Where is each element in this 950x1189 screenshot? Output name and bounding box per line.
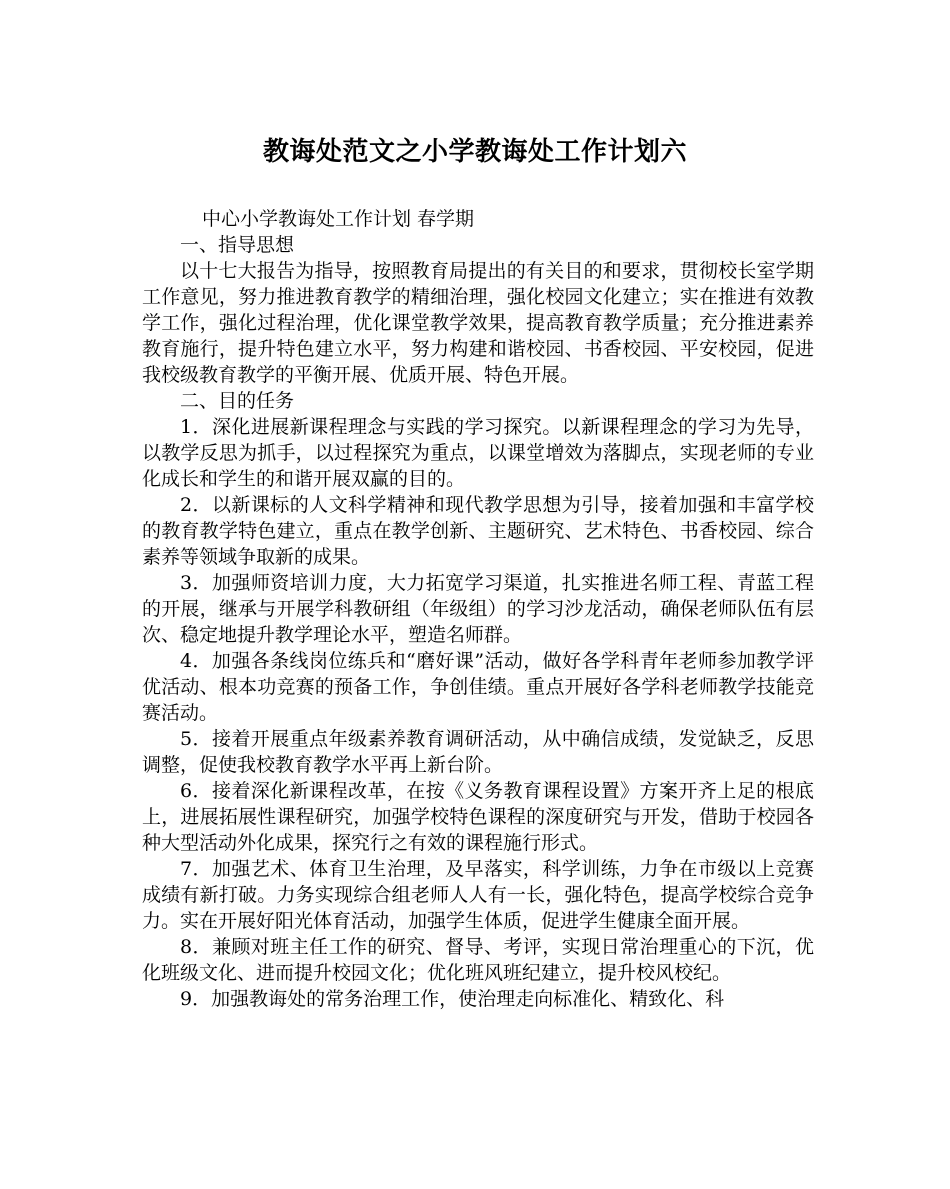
document-body (142, 206, 814, 1012)
document-subtitle: 中心小学教诲处工作计划 春学期 (202, 208, 475, 230)
section-heading-objectives: 二、目的任务 (180, 390, 295, 412)
paragraph-guiding-ideology: 以十七大报告为指导，按照教育局提出的有关目的和要求，贯彻校长室学期工作意见，努力推进教育教学的精细治理，强化校园文化建立；实在推进有效教学工作，强化过程治理，优化课堂教学效果，提高教育教学质量；充分推进素养教育施行，提升特色建立水平，努力构建和谐校园、书香校园、平安校园，促进我校级教育教学的平衡开展、优质开展、特色开展。 (142, 260, 814, 386)
objective-item-1: 1．深化进展新课程理念与实践的学习探究。以新课程理念的学习为先导，以教学反思为抓手，以过程探究为重点，以课堂增效为落脚点，实现老师的专业化成长和学生的和谐开展双赢的目的。 (142, 416, 814, 490)
section-heading-guiding-ideology: 一、指导思想 (180, 234, 295, 256)
objective-item-6: 6．接着深化新课程改革，在按《义务教育课程设置》方案开齐上足的根底上，进展拓展性课程研究，加强学校特色课程的深度研究与开发，借助于校园各种大型活动外化成果，探究行之有效的课程施行形式。 (142, 780, 814, 854)
objective-item-9: 9．加强教诲处的常务治理工作，使治理走向标准化、精致化、科 (180, 988, 725, 1010)
document-title: 教诲处范文之小学教诲处工作计划六 (262, 137, 687, 167)
objective-item-5: 5．接着开展重点年级素养教育调研活动，从中确信成绩，发觉缺乏，反思调整，促使我校教育教学水平再上新台阶。 (142, 728, 814, 776)
objective-item-2: 2．以新课标的人文科学精神和现代教学思想为引导，接着加强和丰富学校的教育教学特色建立，重点在教学创新、主题研究、艺术特色、书香校园、综合素养等领域争取新的成果。 (142, 494, 814, 568)
objective-item-8: 8．兼顾对班主任工作的研究、督导、考评，实现日常治理重心的下沉，优化班级文化、进而提升校园文化；优化班风班纪建立，提升校风校纪。 (142, 936, 814, 984)
objective-item-7: 7．加强艺术、体育卫生治理，及早落实，科学训练，力争在市级以上竞赛成绩有新打破。力务实现综合组老师人人有一长，强化特色，提高学校综合竞争力。实在开展好阳光体育活动，加强学生体质，促进学生健康全面开展。 (142, 858, 814, 932)
objective-item-3: 3．加强师资培训力度，大力拓宽学习渠道，扎实推进名师工程、青蓝工程的开展，继承与开展学科教研组（年级组）的学习沙龙活动，确保老师队伍有层次、稳定地提升教学理论水平，塑造名师群。 (142, 572, 814, 646)
objective-item-4: 4．加强各条线岗位练兵和“磨好课”活动，做好各学科青年老师参加教学评优活动、根本功竞赛的预备工作，争创佳绩。重点开展好各学科老师教学技能竞赛活动。 (142, 650, 814, 724)
